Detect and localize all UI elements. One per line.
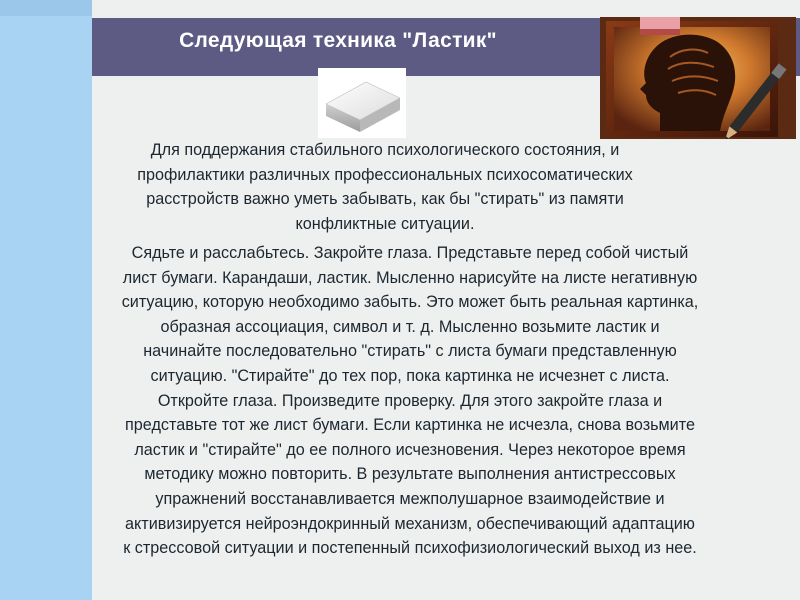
text-line: Сядьте и расслабьтесь. Закройте глаза. Представьте перед собой чистый <box>131 244 689 262</box>
text-line: профилактики различных профессиональных психосоматических <box>137 165 633 184</box>
text-line: конфликтные ситуации. <box>295 214 475 233</box>
text-line: лист бумаги. Карандаши, ластик. Мысленно нарисуйте на листе негативную <box>122 268 698 287</box>
text-line: представьте тот же лист бумаги. Если картинка не исчезла, снова возьмите <box>125 416 695 435</box>
top-left-accent <box>0 0 92 16</box>
text-line: Для поддержания стабильного психологического состояния, и <box>150 141 620 159</box>
text-line: активизируется нейроэндокринный механизм, обеспечивающий адаптацию <box>125 514 695 533</box>
text-line: упражнений восстанавливается межполушарное взаимодействие и <box>155 489 665 508</box>
text-line: к стрессовой ситуации и постепенный психофизиологический выход из нее. <box>123 539 697 558</box>
text-line: начинайте последовательно "стирать" с листа бумаги представленную <box>143 342 677 361</box>
head-erasing-illustration <box>600 17 796 139</box>
text-line: ситуацию, которую необходимо забыть. Это может быть реальная картинка, <box>121 293 699 312</box>
eraser-image <box>318 68 406 138</box>
text-line: ситуацию. "Стирайте" до тех пор, пока картинка не исчезнет с листа. <box>150 366 670 385</box>
slide-title: Следующая техника "Ластик" <box>179 29 497 52</box>
intro-paragraph <box>60 138 710 236</box>
technique-paragraph <box>20 241 800 561</box>
text-line: расстройств важно уметь забывать, как бы "стирать" из памяти <box>146 190 624 209</box>
text-line: образная ассоциация, символ и т. д. Мысленно возьмите ластик и <box>160 317 660 336</box>
text-line: Откройте глаза. Произведите проверку. Для этого закройте глаза и <box>157 391 663 410</box>
text-line: ластик и "стирайте" до ее полного исчезновения. Через некоторое время <box>134 440 686 459</box>
text-line: методику можно повторить. В результате выполнения антистрессовых <box>144 465 676 484</box>
